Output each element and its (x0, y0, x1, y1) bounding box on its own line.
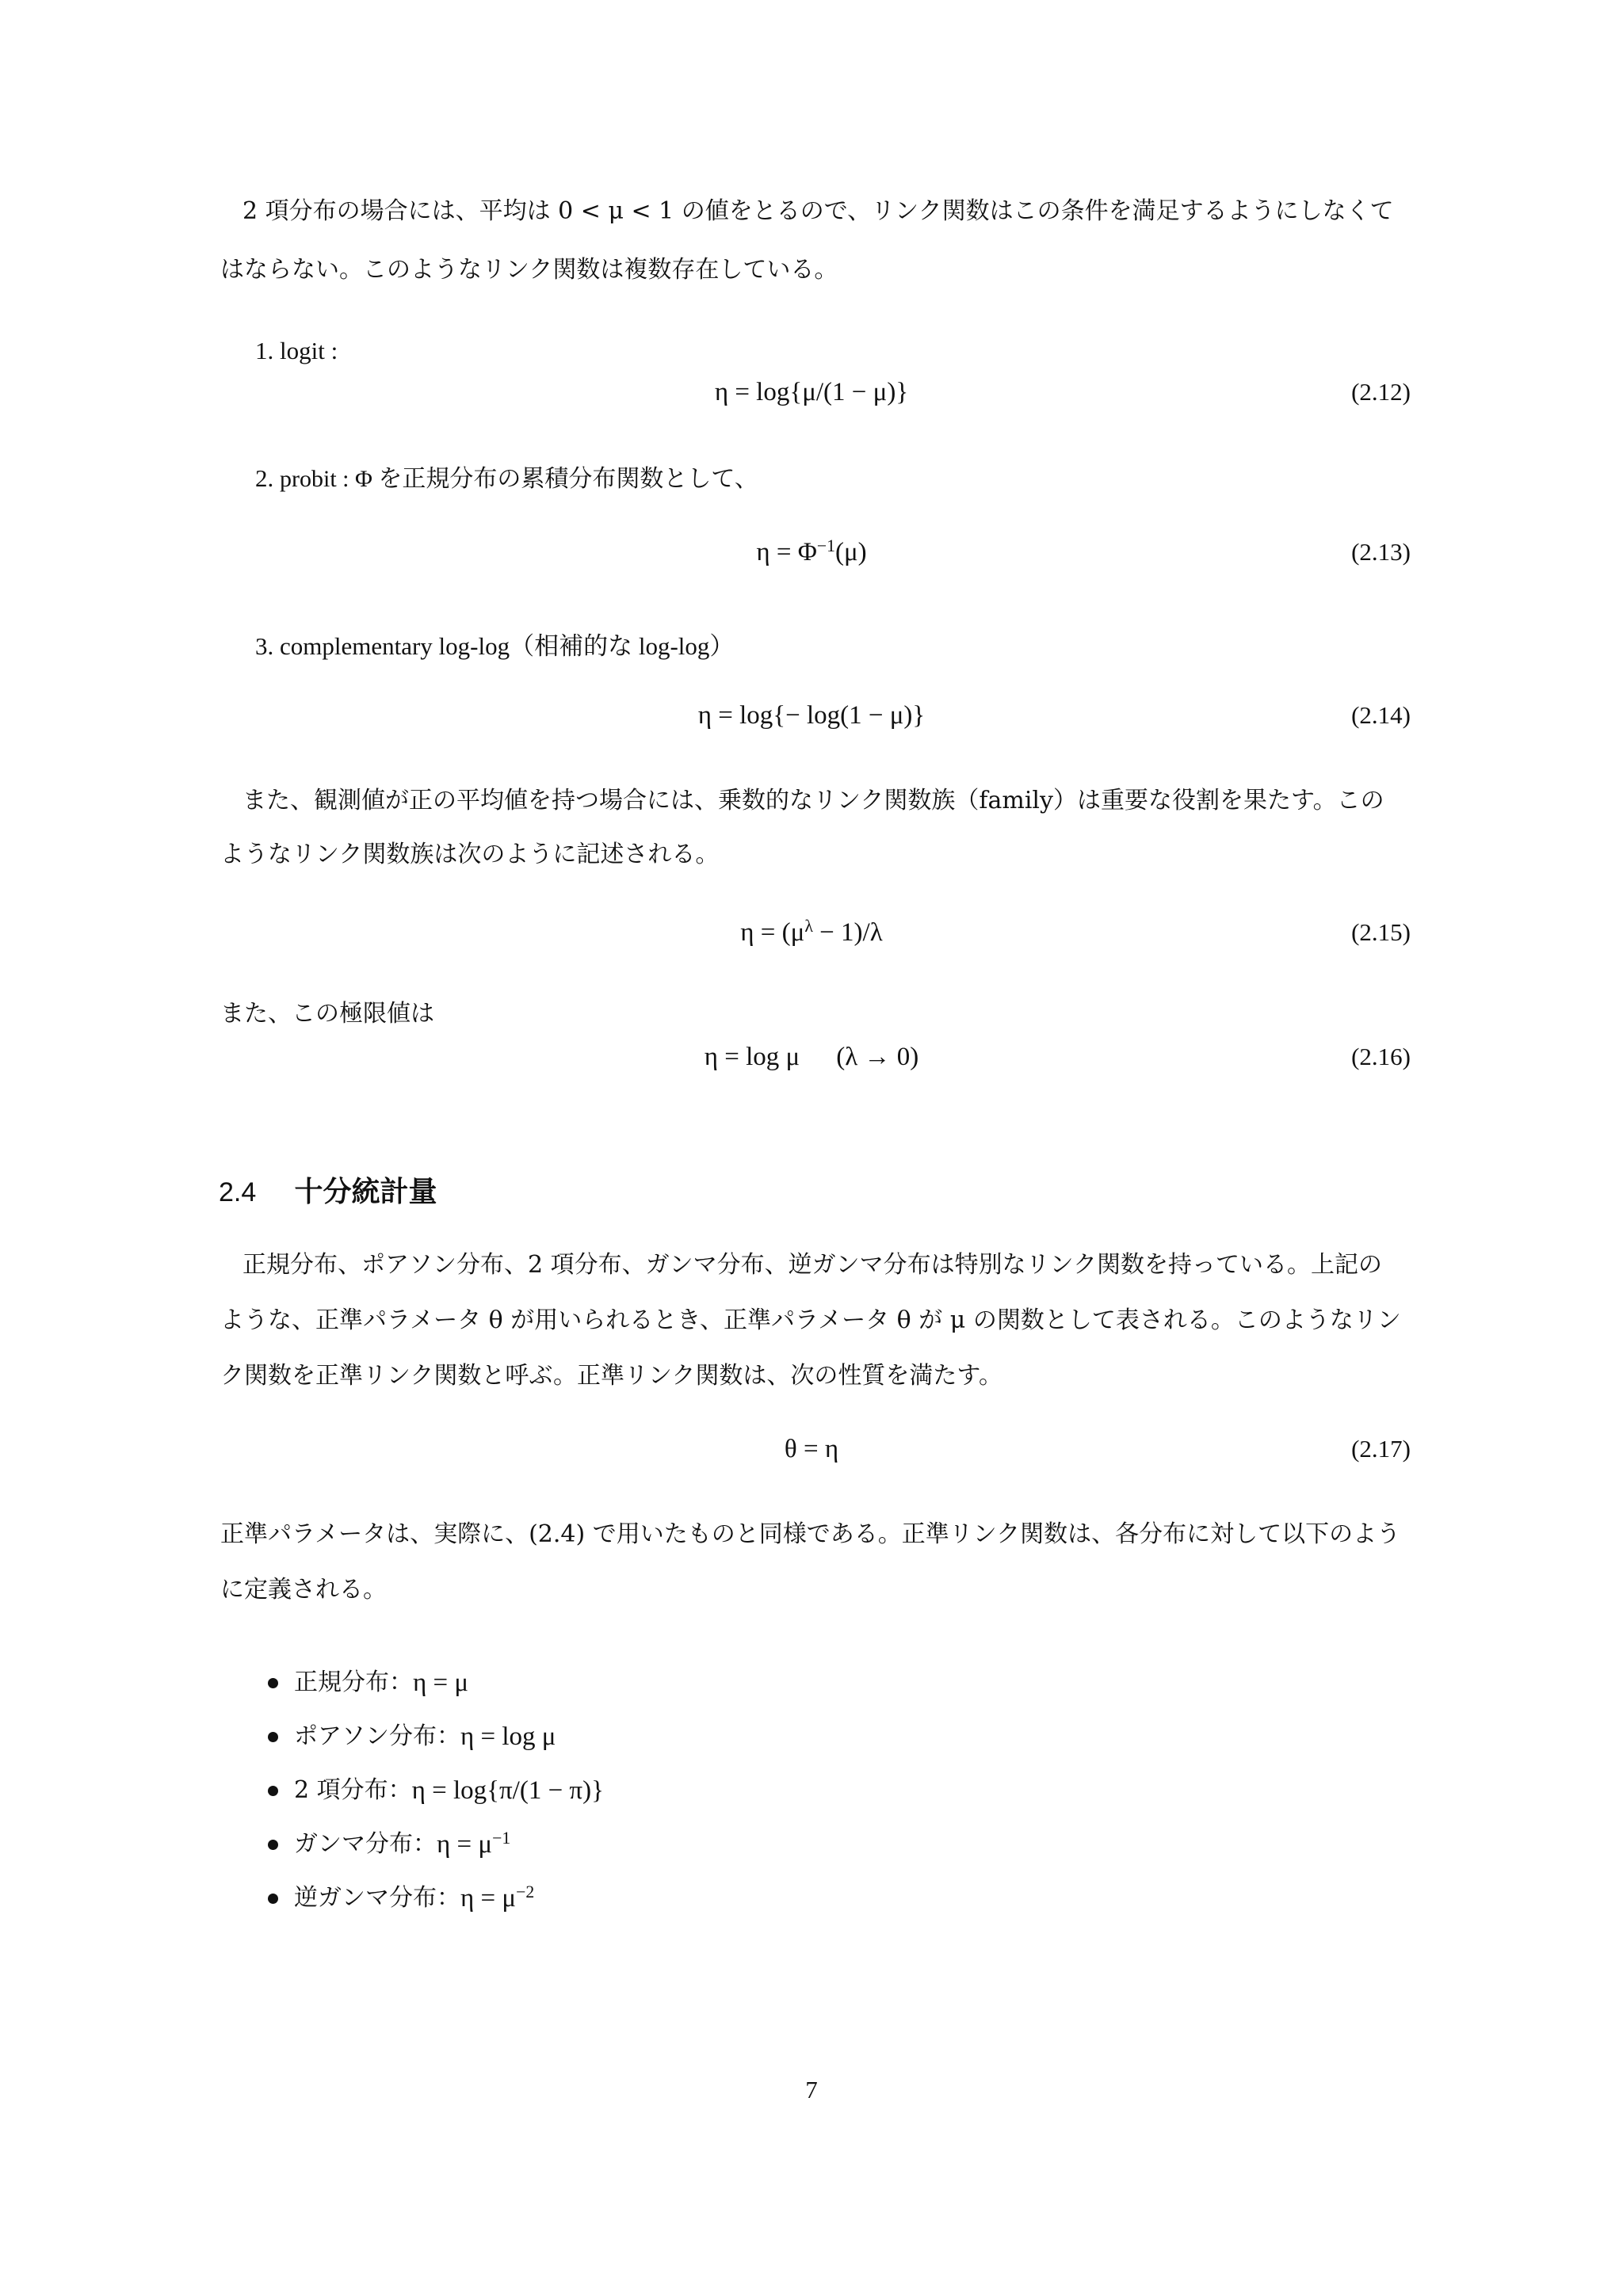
bullet-equation (460, 1882, 535, 1913)
list-item (268, 1817, 604, 1871)
list-item-2 (255, 464, 758, 493)
equation-base: η = log μ (460, 1722, 556, 1751)
canonical-line-1: 正規分布、ポアソン分布、2 項分布、ガンマ分布、逆ガンマ分布は特別なリンク関数を持っている。上記の (242, 1251, 1383, 1279)
bullet-equation (460, 1723, 556, 1750)
definition-line-2: に定義される。 (220, 1576, 387, 1604)
list-item (268, 1764, 604, 1817)
bullet-icon (268, 1840, 278, 1850)
equation-number-2-13: (2.13) (1351, 538, 1411, 566)
list-item-3 (255, 626, 734, 662)
equation-number-2-16: (2.16) (1351, 1043, 1411, 1070)
list-item (268, 1871, 604, 1925)
equation-base: η = Φ (756, 538, 817, 566)
bullet-separator: ： (437, 1884, 460, 1912)
list-item (268, 1656, 604, 1710)
bullet-name: ポアソン分布 (294, 1722, 437, 1750)
bullet-name: 逆ガンマ分布 (294, 1884, 437, 1912)
equation-2-14: η = log{− log(1 − μ)} (697, 701, 926, 730)
equation-body: η = log μ (704, 1043, 800, 1071)
bullet-equation (412, 1777, 604, 1804)
list-marker: 3. (255, 632, 274, 660)
equation-base: η = log{π/(1 − π)} (411, 1776, 604, 1805)
equation-number-2-17: (2.17) (1351, 1435, 1411, 1463)
equation-superscript: −2 (516, 1882, 535, 1902)
bullet-list (268, 1656, 604, 1925)
section-heading (219, 1169, 437, 1210)
equation-2-17: θ = η (784, 1435, 839, 1463)
equation-base: η = μ (460, 1884, 517, 1913)
equation-superscript: −1 (816, 536, 835, 556)
intro-line-1: 2 項分布の場合には、平均は 0 < μ < 1 の値をとるので、リンク関数はこの条件を満足するようにしなくて (242, 197, 1394, 225)
equation-number-2-15: (2.15) (1351, 918, 1411, 946)
bullet-icon (268, 1786, 278, 1796)
bullet-separator: ： (437, 1722, 460, 1750)
list-marker: 2. (255, 464, 274, 492)
bullet-separator: ： (389, 1669, 413, 1696)
list-marker: 1. (255, 337, 274, 364)
equation-tail: − 1)/λ (812, 918, 883, 947)
bullet-icon (268, 1732, 278, 1742)
intro-line-2: はならない。このようなリンク関数は複数存在している。 (220, 256, 838, 284)
section-number: 2.4 (219, 1177, 257, 1207)
bullet-name: ガンマ分布 (294, 1830, 413, 1858)
bullet-equation (437, 1831, 510, 1858)
bullet-separator: ： (413, 1830, 437, 1858)
list-item (268, 1710, 604, 1764)
limit-text: また、この極限値は (220, 1000, 434, 1028)
equation-base: η = (μ (740, 918, 805, 947)
equation-base: η = μ (413, 1669, 469, 1697)
list-label: probit : Φ を正規分布の累積分布関数として、 (280, 466, 758, 492)
canonical-line-3: ク関数を正準リンク関数と呼ぶ。正準リンク関数は、次の性質を満たす。 (220, 1362, 1002, 1390)
equation-superscript: −1 (492, 1829, 511, 1848)
power-family-line-1: また、観測値が正の平均値を持つ場合には、乗数的なリンク関数族（family）は重要な役割を果たす。この (242, 787, 1384, 814)
definition-line-1: 正準パラメータは、実際に、(2.4) で用いたものと同様である。正準リンク関数は、各分布に対して以下のよう (220, 1520, 1401, 1548)
canonical-line-2: ような、正準パラメータ θ が用いられるとき、正準パラメータ θ が μ の関数として表される。このようなリン (220, 1306, 1401, 1334)
equation-2-12: η = log{μ/(1 − μ)} (714, 378, 909, 406)
equation-number-2-12: (2.12) (1351, 378, 1411, 406)
equation-number-2-14: (2.14) (1351, 701, 1411, 729)
section-title: 十分統計量 (294, 1176, 437, 1208)
list-label: logit : (280, 337, 338, 364)
bullet-name: 2 項分布 (294, 1776, 388, 1804)
equation-condition: (λ → 0) (836, 1043, 919, 1071)
equation-tail: (μ) (835, 538, 867, 566)
page-number: 7 (805, 2076, 818, 2103)
list-label: complementary log-log（相補的な log-log） (280, 632, 735, 660)
list-item-1 (255, 337, 338, 365)
bullet-icon (268, 1894, 278, 1904)
equation-base: η = μ (437, 1830, 493, 1859)
bullet-name: 正規分布 (294, 1669, 389, 1696)
bullet-separator: ： (388, 1776, 412, 1804)
bullet-equation (413, 1669, 468, 1696)
bullet-icon (268, 1678, 278, 1688)
power-family-line-2: ようなリンク関数族は次のように記述される。 (220, 841, 720, 868)
equation-superscript: λ (804, 917, 813, 936)
